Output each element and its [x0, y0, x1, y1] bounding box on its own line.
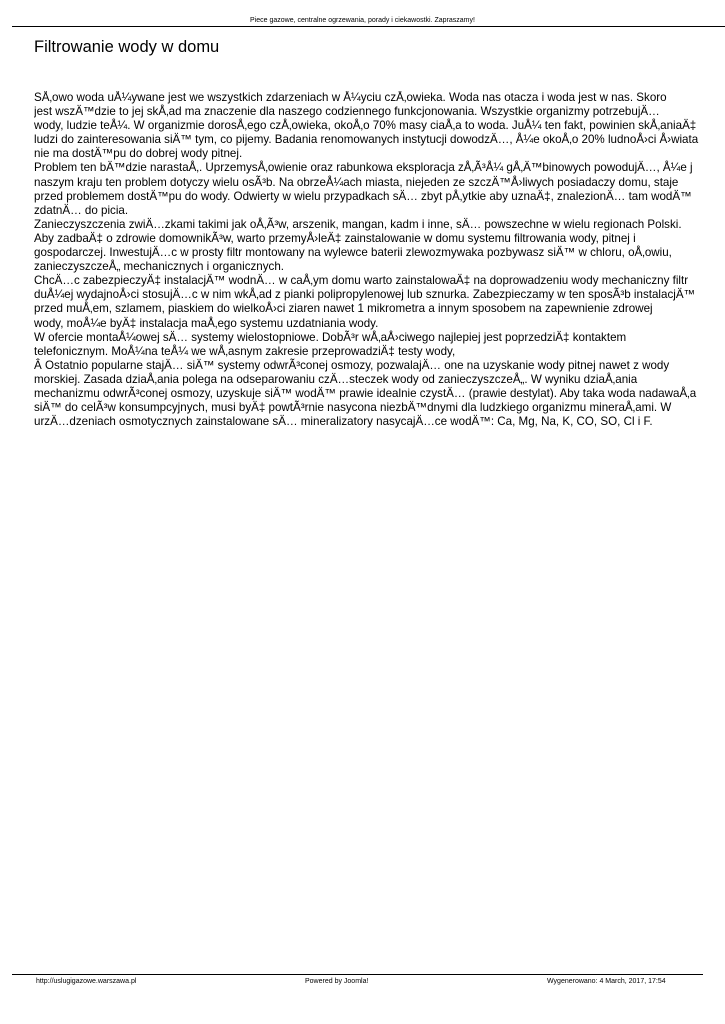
article-line: W ofercie montaÅ¼owej sÄ… systemy wielostopniowe. DobÃ³r wÅ‚aÅ›ciwego najlepiej jest poprzedziÄ‡ kontaktem [34, 330, 627, 344]
article-line: morskiej. Zasada dziaÅ‚ania polega na odseparowaniu czÄ…steczek wody od zanieczyszczeÅ„. W wyniku dziaÅ‚ania [34, 372, 638, 386]
article-line: Problem ten bÄ™dzie narastaÅ‚. UprzemysÅ‚owienie oraz rabunkowa eksploracja zÅ‚Ã³Å¼ gÅ‚Ä™binowych powodujÄ…, Å¼e j [34, 161, 693, 175]
article-line: wody, moÅ¼e byÄ‡ instalacja maÅ‚ego systemu uzdatniania wody. [34, 316, 379, 330]
article-line: SÅ‚owo woda uÅ¼ywane jest we wszystkich zdarzeniach w Å¼yciu czÅ‚owieka. Woda nas otacza i woda jest w nas. Skoro [34, 91, 667, 104]
article-line: Â Ostatnio popularne stajÄ… siÄ™ systemy odwrÃ³conej osmozy, pozwalajÄ… one na uzyskanie wody pitnej nawet z wody [34, 358, 670, 372]
article-line: ChcÄ…c zabezpieczyÄ‡ instalacjÄ™ wodnÄ… w caÅ‚ym domu warto zainstalowaÄ‡ na doprowadzeniu wody mechaniczny filtr [34, 274, 689, 288]
article-line: Zanieczyszczenia zwiÄ…zkami takimi jak oÅ‚Ã³w, arszenik, mangan, kadm i inne, sÄ… powszechne w wielu regionach Polski. [34, 217, 682, 231]
footer-powered-by: Powered by Joomla! [305, 978, 369, 985]
article-line: wody, ludzie teÅ¼. W organizmie dorosÅ‚ego czÅ‚owieka, okoÅ‚o 70% masy ciaÅ‚a to woda. JuÅ¼ ten fakt, powinien skÅ‚aniaÄ‡ [34, 119, 697, 133]
article-line: zanieczyszczeÅ„ mechanicznych i organicznych. [34, 260, 285, 274]
footer-site-url: http://uslugigazowe.warszawa.pl [36, 978, 137, 985]
article-line: gospodarczej. InwestujÄ…c w prosty filtr montowany na wylewce baterii zlewozmywaka pozbywasz siÄ™ w chloru, oÅ‚owiu, [34, 246, 672, 260]
article-line: nie ma dostÄ™pu do dobrej wody pitnej. [34, 147, 243, 161]
article-line: przed muÅ‚em, szlamem, piaskiem do wielkoÅ›ci ziaren nawet 1 mikrometra a innym sposobem na zapewnienie zdrowej [34, 302, 653, 316]
footer-generated-date: Wygenerowano: 4 March, 2017, 17:54 [547, 978, 666, 985]
site-tagline: Piece gazowe, centralne ogrzewania, porady i ciekawostki. Zapraszamy! [250, 17, 475, 24]
article-line: zdatnÄ… do picia. [34, 203, 129, 217]
article-title: Filtrowanie wody w domu [34, 38, 220, 56]
article-line: siÄ™ do celÃ³w konsumpcyjnych, musi byÄ‡ powtÃ³rnie nasycona niezbÄ™dnymi dla ludzkiego organizmu mineraÅ‚ami. W [34, 401, 672, 415]
article-line: Aby zadbaÄ‡ o zdrowie domownikÃ³w, warto przemyÅ›leÄ‡ zainstalowanie w domu systemu filtrowania wody, pitnej i [34, 231, 636, 245]
article-line: telefonicznym. MoÅ¼na teÅ¼ we wÅ‚asnym zakresie przeprowadziÄ‡ testy wody, [34, 344, 456, 358]
article-line: duÅ¼ej wydajnoÅ›ci stosujÄ…c w nim wkÅ‚ad z pianki polipropylenowej lub sznurka. Zabezpieczamy w ten sposÃ³b instalacjÄ™ [34, 288, 696, 302]
article-body [34, 91, 725, 429]
page-header [0, 16, 725, 25]
article-line: mechanizmu odwrÃ³conej osmozy, uzyskuje siÄ™ wodÄ™ prawie idealnie czystÄ… (prawie destylat). Aby taka woda nadawaÅ‚a [34, 386, 697, 400]
article-line: naszym kraju ten problem dotyczy wielu osÃ³b. Na obrzeÅ¼ach miasta, niejeden ze szczÄ™Å›liwych posiadaczy domu, staje [34, 175, 679, 189]
header-divider [12, 26, 725, 27]
article-line: urzÄ…dzeniach osmotycznych zainstalowane sÄ… mineralizatory nasycajÄ…ce wodÄ™: Ca, Mg, Na, K, CO, SO, Cl i F. [34, 415, 653, 429]
footer-divider [12, 974, 703, 975]
article-line: jest wszÄ™dzie to jej skÅ‚ad ma znaczenie dla naszego codziennego funkcjonowania. Wszystkie organizmy potrzebujÄ… [34, 105, 660, 119]
article-line: ludzi do zainteresowania siÄ™ tym, co pijemy. Badania renomowanych instytucji dowodzÄ…, Å¼e okoÅ‚o 20% ludnoÅ›ci Å›wiata [34, 133, 699, 147]
article-line: przed problemem dostÄ™pu do wody. Odwierty w wielu przypadkach sÄ… zbyt pÅ‚ytkie aby uznaÄ‡, znalezionÄ… tam wodÄ™ [34, 189, 692, 203]
